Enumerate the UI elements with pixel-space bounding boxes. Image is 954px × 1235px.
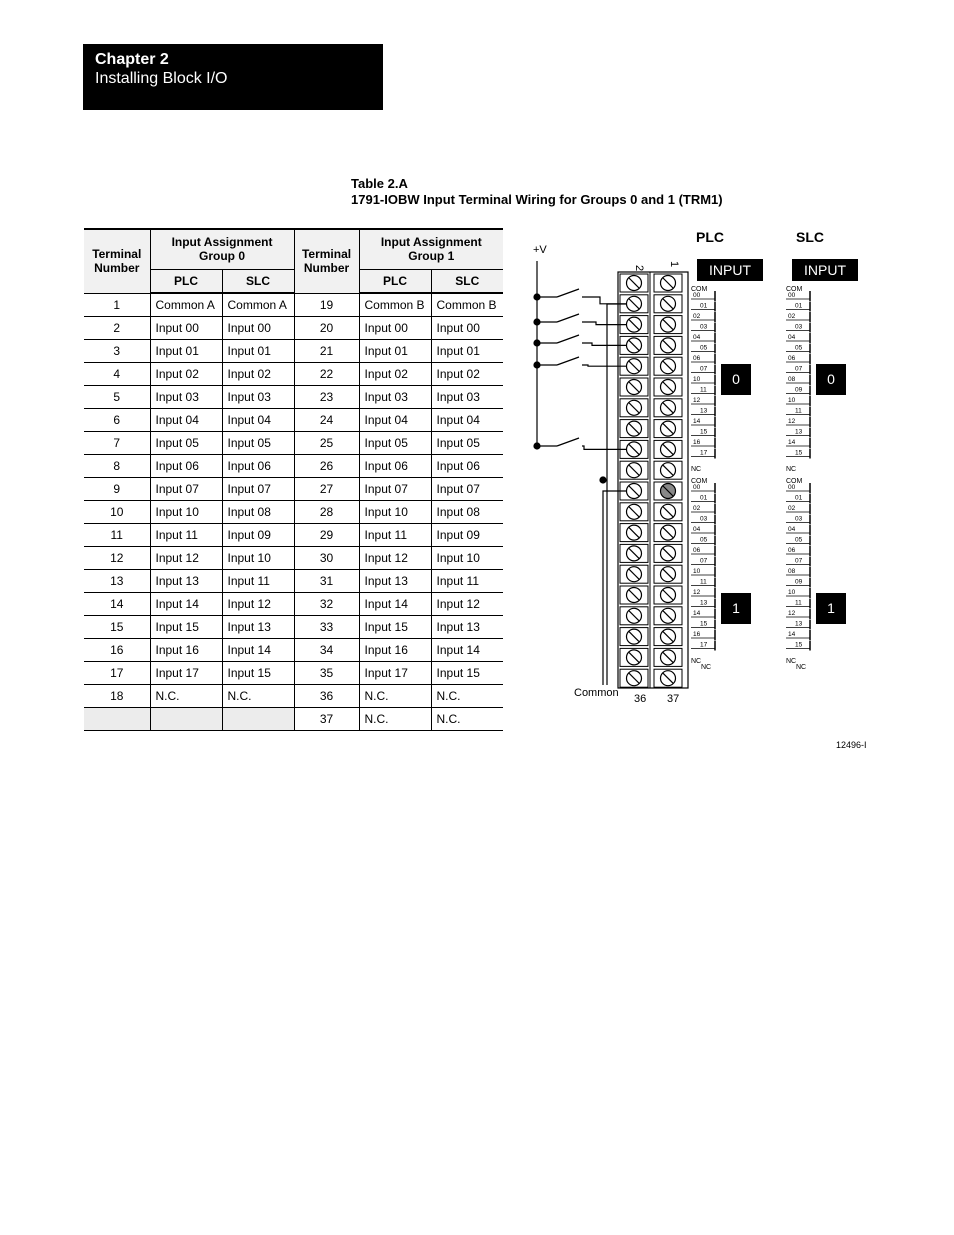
terminal-wiring-table [84,228,503,731]
cell-plc-g0: Input 07 [150,477,222,500]
cell-terminal-g0: 3 [84,339,150,362]
cell-plc-g1: Input 12 [359,546,431,569]
cell-slc-g1: Input 06 [431,454,503,477]
cell-slc-g0: Input 00 [222,316,294,339]
chapter-title: Installing Block I/O [95,70,228,87]
plc-point-label: 03 [700,323,708,331]
terminal-37-label: 37 [667,693,680,705]
cell-terminal-g0: 13 [84,569,150,592]
plc-point-label: 11 [700,578,707,586]
table-row [84,546,503,569]
table-row [84,592,503,615]
cell-terminal-g1: 30 [294,546,359,569]
slc-point-label: 11 [795,599,802,607]
cell-slc-g1: Input 11 [431,569,503,592]
slc-nc-label: NC [786,658,797,665]
cell-plc-g0: Input 04 [150,408,222,431]
cell-plc-g0: Input 10 [150,500,222,523]
cell-slc-g0: Input 15 [222,661,294,684]
slc-point-label: 08 [788,376,796,383]
cell-terminal-g1: 32 [294,592,359,615]
common-label: Common [574,687,619,699]
plc-point-label: 17 [700,641,708,649]
cell-plc-g1: Input 10 [359,500,431,523]
slc-point-label: 02 [788,313,796,320]
cell-plc-g0 [150,707,222,730]
col-input-assignment-g0: Input Assignment Group 0 [150,229,294,269]
cell-terminal-g0: 4 [84,362,150,385]
plc-point-label: 16 [693,439,701,446]
cell-plc-g0: Input 12 [150,546,222,569]
cell-plc-g0: Input 16 [150,638,222,661]
wiring-diagram [510,225,910,765]
table-row [84,707,503,730]
switch-wiring [534,261,626,685]
cell-plc-g1: Input 01 [359,339,431,362]
table-row [84,638,503,661]
plc-point-label: 14 [693,610,701,617]
cell-plc-g1: Input 02 [359,362,431,385]
plc-nc-bottom-label: NC [701,664,712,671]
cell-terminal-g1: 26 [294,454,359,477]
table-row [84,477,503,500]
cell-plc-g1: Input 04 [359,408,431,431]
cell-slc-g1: Input 02 [431,362,503,385]
cell-plc-g0: Input 13 [150,569,222,592]
col-slc-g0: SLC [222,269,294,293]
slc-point-label: 04 [788,334,796,341]
slc-point-label: 06 [788,355,796,362]
cell-plc-g1: Input 05 [359,431,431,454]
plc-com-label: COM [691,286,708,293]
cell-plc-g1: N.C. [359,707,431,730]
figure-id: 12496-I [836,740,867,750]
cell-plc-g0: Input 15 [150,615,222,638]
cell-slc-g1: N.C. [431,684,503,707]
cell-terminal-g0: 14 [84,592,150,615]
cell-terminal-g1: 19 [294,293,359,316]
common-junction-dot [600,477,606,483]
cell-slc-g1: Input 10 [431,546,503,569]
slc-point-label: 03 [795,323,803,331]
cell-plc-g1: Input 14 [359,592,431,615]
cell-plc-g0: Input 17 [150,661,222,684]
cell-terminal-g0: 17 [84,661,150,684]
slc-nc-label: NC [786,466,797,473]
plc-com-label: COM [691,478,708,485]
cell-slc-g0: Input 13 [222,615,294,638]
plc-point-label: 01 [700,494,708,502]
slc-input-header: INPUT [804,262,846,278]
switch-contact [557,438,579,446]
slc-point-label: 05 [795,344,803,352]
plc-point-label: 07 [700,557,708,565]
table-title: 1791-IOBW Input Terminal Wiring for Groups 0 and 1 (TRM1) [351,192,723,207]
slc-point-label: 00 [788,292,796,299]
slc-point-label: 14 [788,631,796,638]
cell-slc-g0: Input 08 [222,500,294,523]
slc-point-label: 15 [795,449,803,457]
cell-terminal-g0: 9 [84,477,150,500]
chapter-header [83,44,383,110]
plc-group-number: 0 [732,371,740,387]
plc-point-label: 00 [693,484,701,491]
slc-nc-bottom-label: NC [796,664,807,671]
plc-point-label: 07 [700,365,708,373]
cell-plc-g0: N.C. [150,684,222,707]
plc-point-label: 15 [700,428,708,436]
cell-slc-g0: Input 01 [222,339,294,362]
cell-plc-g0: Input 06 [150,454,222,477]
cell-plc-g0: Input 00 [150,316,222,339]
cell-terminal-g0: 5 [84,385,150,408]
plc-point-label: 05 [700,344,708,352]
slc-group-number: 0 [827,371,835,387]
plc-point-label: 05 [700,536,708,544]
slc-com-label: COM [786,478,803,485]
slc-point-label: 11 [795,407,802,415]
plc-indicator-panel [691,259,763,671]
plc-point-label: 02 [693,505,701,512]
cell-slc-g0: Input 02 [222,362,294,385]
slc-point-label: 03 [795,515,803,523]
terminal-strip [618,272,688,688]
cell-plc-g1: Common B [359,293,431,316]
slc-point-label: 10 [788,397,796,404]
cell-slc-g1: Input 12 [431,592,503,615]
terminal-block [618,272,688,688]
table-row [84,362,503,385]
slc-point-label: 06 [788,547,796,554]
table-caption [351,176,723,208]
plc-point-label: 02 [693,313,701,320]
table-row [84,339,503,362]
cell-slc-g1: Common B [431,293,503,316]
terminal-36-label: 36 [634,693,647,705]
slc-point-label: 12 [788,418,796,425]
plc-point-label: 06 [693,547,701,554]
cell-slc-g1: Input 07 [431,477,503,500]
cell-terminal-g1: 28 [294,500,359,523]
cell-terminal-g1: 23 [294,385,359,408]
cell-plc-g1: Input 03 [359,385,431,408]
cell-slc-g0: Input 09 [222,523,294,546]
col-plc-g0: PLC [150,269,222,293]
cell-terminal-g1: 34 [294,638,359,661]
cell-slc-g0: Input 14 [222,638,294,661]
plc-point-label: 16 [693,631,701,638]
table-row [84,523,503,546]
cell-terminal-g1: 31 [294,569,359,592]
cell-terminal-g1: 35 [294,661,359,684]
cell-plc-g1: Input 17 [359,661,431,684]
slc-point-label: 01 [795,494,803,502]
cell-slc-g0: Input 11 [222,569,294,592]
cell-plc-g0: Input 05 [150,431,222,454]
cell-plc-g0: Input 11 [150,523,222,546]
cell-terminal-g1: 36 [294,684,359,707]
cell-slc-g0: Input 03 [222,385,294,408]
slc-point-label: 09 [795,386,803,394]
plc-point-label: 03 [700,515,708,523]
cell-slc-g1: Input 00 [431,316,503,339]
cell-terminal-g1: 29 [294,523,359,546]
cell-slc-g0: Input 12 [222,592,294,615]
cell-terminal-g0: 15 [84,615,150,638]
table-row [84,454,503,477]
plc-point-label: 10 [693,376,701,383]
plc-point-label: 11 [700,386,707,394]
slc-com-label: COM [786,286,803,293]
cell-terminal-g0: 18 [84,684,150,707]
cell-plc-g0: Input 14 [150,592,222,615]
cell-plc-g1: Input 16 [359,638,431,661]
cell-terminal-g0: 12 [84,546,150,569]
plc-group-number: 1 [732,600,740,616]
table-row [84,500,503,523]
cell-plc-g0: Input 01 [150,339,222,362]
cell-slc-g1: Input 03 [431,385,503,408]
slc-point-label: 10 [788,589,796,596]
switch-contact [557,357,579,365]
cell-slc-g0: Input 06 [222,454,294,477]
cell-terminal-g1: 22 [294,362,359,385]
slc-point-label: 07 [795,365,803,373]
slc-point-label: 02 [788,505,796,512]
table-row [84,293,503,316]
plc-point-label: 14 [693,418,701,425]
cell-terminal-g0: 7 [84,431,150,454]
cell-slc-g0: Input 07 [222,477,294,500]
cell-slc-g1: Input 09 [431,523,503,546]
col-plc-g1: PLC [359,269,431,293]
cell-plc-g1: N.C. [359,684,431,707]
cell-slc-g1: Input 13 [431,615,503,638]
table-number: Table 2.A [351,176,408,191]
slc-label: SLC [796,229,824,245]
cell-slc-g1: Input 05 [431,431,503,454]
plus-v-label: +V [533,244,547,256]
switch-contact [557,335,579,343]
table-row [84,661,503,684]
terminal-2-label: 2 [633,265,645,272]
cell-slc-g1: Input 14 [431,638,503,661]
cell-terminal-g1: 21 [294,339,359,362]
cell-plc-g0: Common A [150,293,222,316]
plc-point-label: 13 [700,407,708,415]
cell-slc-g1: Input 15 [431,661,503,684]
plc-input-header: INPUT [709,262,751,278]
slc-point-label: 01 [795,302,803,310]
slc-point-label: 04 [788,526,796,533]
cell-terminal-g1: 20 [294,316,359,339]
cell-slc-g0 [222,707,294,730]
cell-terminal-g0 [84,707,150,730]
plc-point-label: 04 [693,526,701,533]
plc-nc-label: NC [691,466,702,473]
slc-point-label: 13 [795,428,803,436]
cell-slc-g0: Input 10 [222,546,294,569]
cell-slc-g0: Input 04 [222,408,294,431]
cell-plc-g0: Input 03 [150,385,222,408]
cell-slc-g1: Input 01 [431,339,503,362]
cell-plc-g1: Input 15 [359,615,431,638]
plc-nc-label: NC [691,658,702,665]
terminal-1-label: 1 [668,261,680,268]
slc-point-label: 05 [795,536,803,544]
col-terminal-number-g0: Terminal Number [84,229,150,293]
plc-point-label: 04 [693,334,701,341]
cell-terminal-g1: 37 [294,707,359,730]
cell-plc-g1: Input 07 [359,477,431,500]
slc-point-label: 13 [795,620,803,628]
cell-terminal-g0: 8 [84,454,150,477]
cell-slc-g0: Common A [222,293,294,316]
plc-point-label: 13 [700,599,708,607]
cell-terminal-g1: 33 [294,615,359,638]
cell-plc-g1: Input 13 [359,569,431,592]
cell-terminal-g0: 10 [84,500,150,523]
plc-point-label: 01 [700,302,708,310]
plc-point-label: 12 [693,589,701,596]
switch-contact [557,289,579,297]
cell-terminal-g0: 1 [84,293,150,316]
slc-point-label: 12 [788,610,796,617]
cell-terminal-g0: 11 [84,523,150,546]
slc-point-label: 15 [795,641,803,649]
slc-point-label: 07 [795,557,803,565]
slc-point-label: 09 [795,578,803,586]
slc-indicator-panel [786,259,858,671]
plc-point-label: 10 [693,568,701,575]
cell-terminal-g0: 16 [84,638,150,661]
table-row [84,408,503,431]
col-slc-g1: SLC [431,269,503,293]
plc-label: PLC [696,229,724,245]
cell-plc-g1: Input 11 [359,523,431,546]
plc-point-label: 06 [693,355,701,362]
cell-slc-g1: N.C. [431,707,503,730]
plc-point-label: 12 [693,397,701,404]
cell-terminal-g0: 6 [84,408,150,431]
plc-point-label: 17 [700,449,708,457]
cell-plc-g1: Input 00 [359,316,431,339]
table-row [84,385,503,408]
cell-terminal-g1: 24 [294,408,359,431]
cell-slc-g1: Input 08 [431,500,503,523]
cell-slc-g0: N.C. [222,684,294,707]
cell-plc-g0: Input 02 [150,362,222,385]
cell-terminal-g1: 25 [294,431,359,454]
slc-group-number: 1 [827,600,835,616]
cell-terminal-g0: 2 [84,316,150,339]
slc-point-label: 14 [788,439,796,446]
slc-point-label: 00 [788,484,796,491]
plc-point-label: 00 [693,292,701,299]
switch-contact [557,314,579,322]
col-input-assignment-g1: Input Assignment Group 1 [359,229,503,269]
cell-terminal-g1: 27 [294,477,359,500]
cell-slc-g1: Input 04 [431,408,503,431]
slc-point-label: 08 [788,568,796,575]
chapter-number: Chapter 2 [95,51,169,68]
table-row [84,684,503,707]
cell-slc-g0: Input 05 [222,431,294,454]
plc-point-label: 15 [700,620,708,628]
table-row [84,431,503,454]
table-row [84,569,503,592]
table-row [84,615,503,638]
cell-plc-g1: Input 06 [359,454,431,477]
col-terminal-number-g1: Terminal Number [294,229,359,293]
table-row [84,316,503,339]
